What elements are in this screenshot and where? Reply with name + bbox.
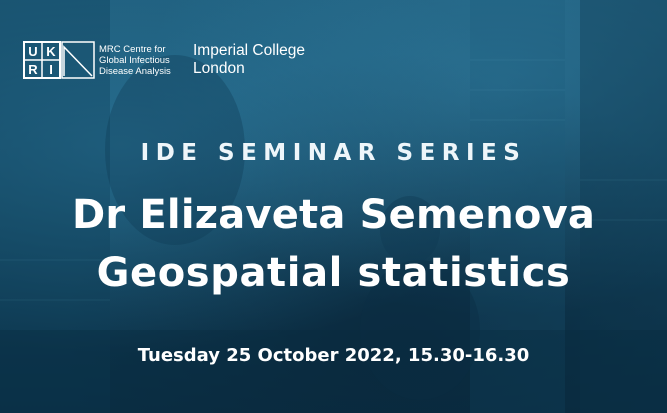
imperial-line-2: London (193, 60, 245, 77)
series-title: IDE SEMINAR SERIES (140, 140, 527, 166)
imperial-line-1: Imperial College (193, 42, 305, 59)
ukri-letter-u: U (28, 44, 38, 59)
mrc-line-2: Global Infectious (99, 54, 170, 66)
seminar-topic: Geospatial statistics (96, 250, 571, 296)
imperial-college-logo (193, 42, 305, 78)
mrc-line-3: Disease Analysis (99, 65, 171, 77)
event-datetime: Tuesday 25 October 2022, 15.30-16.30 (137, 345, 530, 366)
ukri-logo-icon (23, 41, 95, 79)
ukri-letter-k: K (46, 44, 56, 59)
logo-row (23, 40, 305, 80)
mrc-line-1: MRC Centre for (99, 43, 166, 55)
ukri-letter-i: I (49, 62, 53, 77)
mrc-centre-label (99, 44, 187, 77)
speaker-name: Dr Elizaveta Semenova (71, 192, 596, 238)
ukri-letter-r: R (28, 62, 38, 77)
